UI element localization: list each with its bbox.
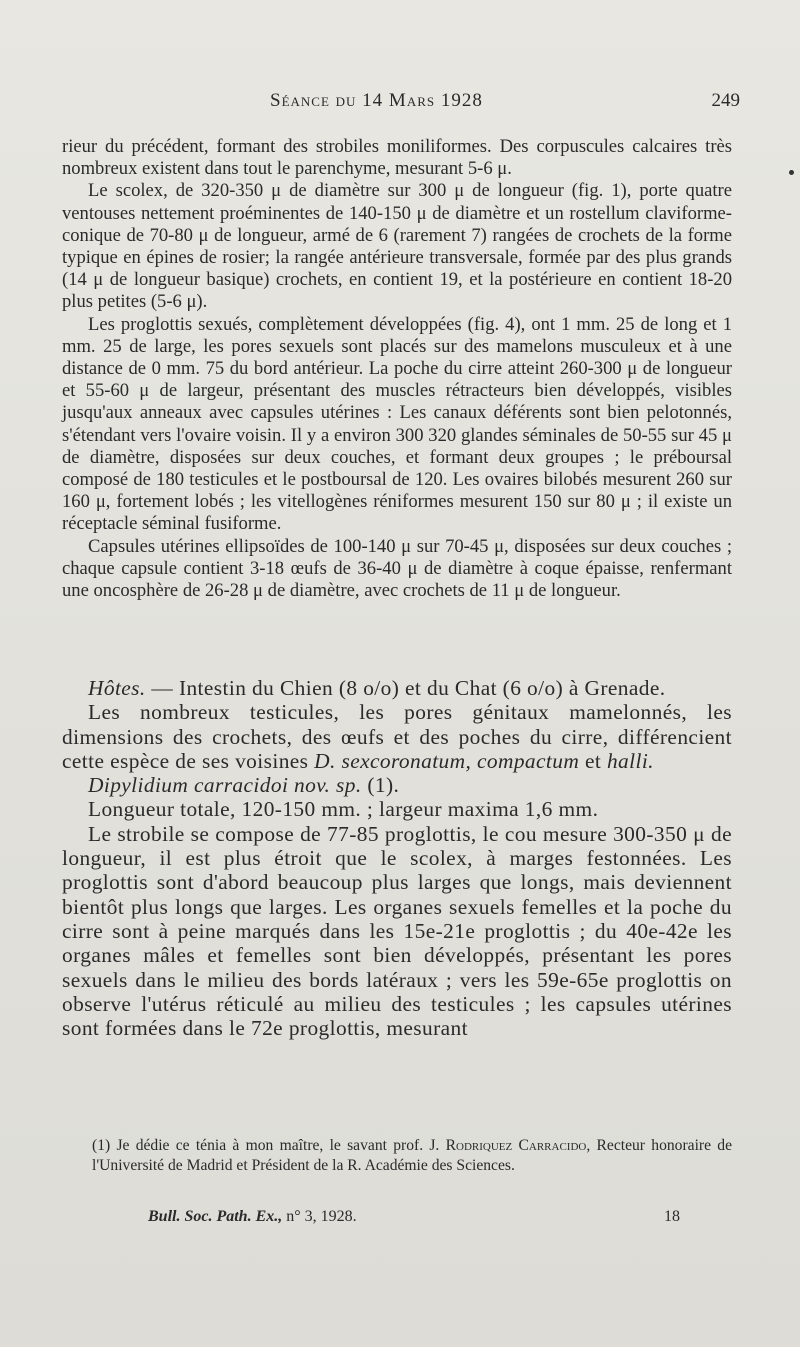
signature-mark: 18 (664, 1208, 680, 1225)
species-heading (62, 773, 732, 797)
footnote (92, 1136, 732, 1176)
paragraph: Le strobile se compose de 77-85 proglottis, le cou mesure 300-350 μ de longueur, il est plus étroit que le scolex, à marges festonnées. Les proglottis sont d'abord beaucoup plus larges que longs, mais deviennent bientôt plus longs que larges. Les organes sexuels femelles et la poche du cirre sont à peine marqués dans les 15e-21e proglottis ; du 40e-42e les organes mâles et femelles sont bien développés, présentant les pores sexuels dans le milieu des bords latéraux ; vers les 59e-65e proglottis on observe l'utérus réticulé au milieu des testicules ; les capsules utérines sont formées dans le 72e proglottis, mesurant (62, 821, 732, 1041)
paragraph (62, 700, 732, 773)
person-name: Rodriquez Carracido, (445, 1137, 591, 1154)
footnote-marker: (1) (92, 1137, 111, 1154)
body-large-text (62, 676, 732, 1040)
page-number: 249 (711, 90, 740, 111)
footnote-text (92, 1136, 732, 1176)
running-head: Séance du 14 Mars 1928 (270, 90, 483, 111)
footnote-ref: (1). (361, 773, 400, 798)
text-run: Recteur honoraire de l'Université de Madrid et Président de la R. Académie des Sciences. (92, 1137, 733, 1174)
page-header (0, 90, 800, 114)
species-italic: D. sexcoronatum, compactum (314, 748, 580, 773)
species-italic: halli. (606, 748, 654, 773)
body-small-text (62, 136, 732, 602)
hotes-paragraph (62, 676, 732, 700)
text-run: et (579, 748, 607, 773)
paragraph: Capsules utérines ellipsoïdes de 100-140 μ sur 70-45 μ, disposées sur deux couches ; chaque capsule contient 3-18 œufs de 36-40 μ de diamètre à coque épaisse, renfermant une oncosphère de 26-28 μ de diamètre, avec crochets de 11 μ de longueur. (62, 535, 732, 602)
paragraph: Longueur totale, 120-150 mm. ; largeur maxima 1,6 mm. (88, 797, 599, 822)
journal-name: Bull. Soc. Path. Ex., (148, 1208, 283, 1225)
species-name: Dipylidium carracidoi nov. sp. (88, 773, 362, 798)
page-footer (148, 1208, 708, 1226)
text-run: Les nombreux testicules, les pores génitaux mamelonnés, les dimensions des crochets, des œufs et des poches du cirre, différencient cette espèce de ses voisines (62, 700, 732, 773)
text-run: Je dédie ce ténia à mon maître, le savant prof. J. (110, 1137, 446, 1154)
print-speck (789, 170, 794, 175)
hotes-text: — Intestin du Chien (8 o/o) et du Chat (6 o/o) à Grenade. (145, 676, 666, 700)
paragraph: rieur du précédent, formant des strobiles moniliformes. Des corpuscules calcaires très nombreux existent dans tout le parenchyme, mesurant 5-6 μ. (62, 136, 732, 180)
paragraph: Les proglottis sexués, complètement développées (fig. 4), ont 1 mm. 25 de long et 1 mm. 25 de large, les pores sexuels sont placés sur des mamelons musculeux et à une distance de 0 mm. 75 du bord antérieur. La poche du cirre atteint 260-300 μ de longueur et 55-60 μ de largeur, présentant des muscles rétracteurs bien développés, visibles jusqu'aux anneaux avec capsules utérines : Les canaux déférents sont bien pelotonnés, s'étendant vers l'ovaire voisin. Il y a environ 300 320 glandes séminales de 50-55 sur 45 μ de diamètre, disposées sur deux couches, et formant deux groupes ; le préboursal composé de 180 testicules et le postboursal de 120. Les ovaires bilobés mesurent 260 sur 160 μ, fortement lobés ; les vitellogènes réniformes mesurent 150 sur 80 μ ; il existe un réceptacle séminal fusiforme. (62, 313, 732, 535)
paragraph: Le scolex, de 320-350 μ de diamètre sur 300 μ de longueur (fig. 1), porte quatre ventouses nettement proéminentes de 140-150 μ de diamètre et un rostellum claviforme-conique de 70-80 μ de longueur, armé de 6 (rarement 7) rangées de crochets de la forme typique en épines de rosier; la rangée antérieure transversale, formée par des plus grands (14 μ de longueur basique) crochets, en contient 19, et la postérieure en contient 18-20 plus petites (5-6 μ). (62, 180, 732, 313)
hotes-label: Hôtes. (88, 676, 146, 700)
journal-issue: n° 3, 1928. (282, 1208, 357, 1225)
